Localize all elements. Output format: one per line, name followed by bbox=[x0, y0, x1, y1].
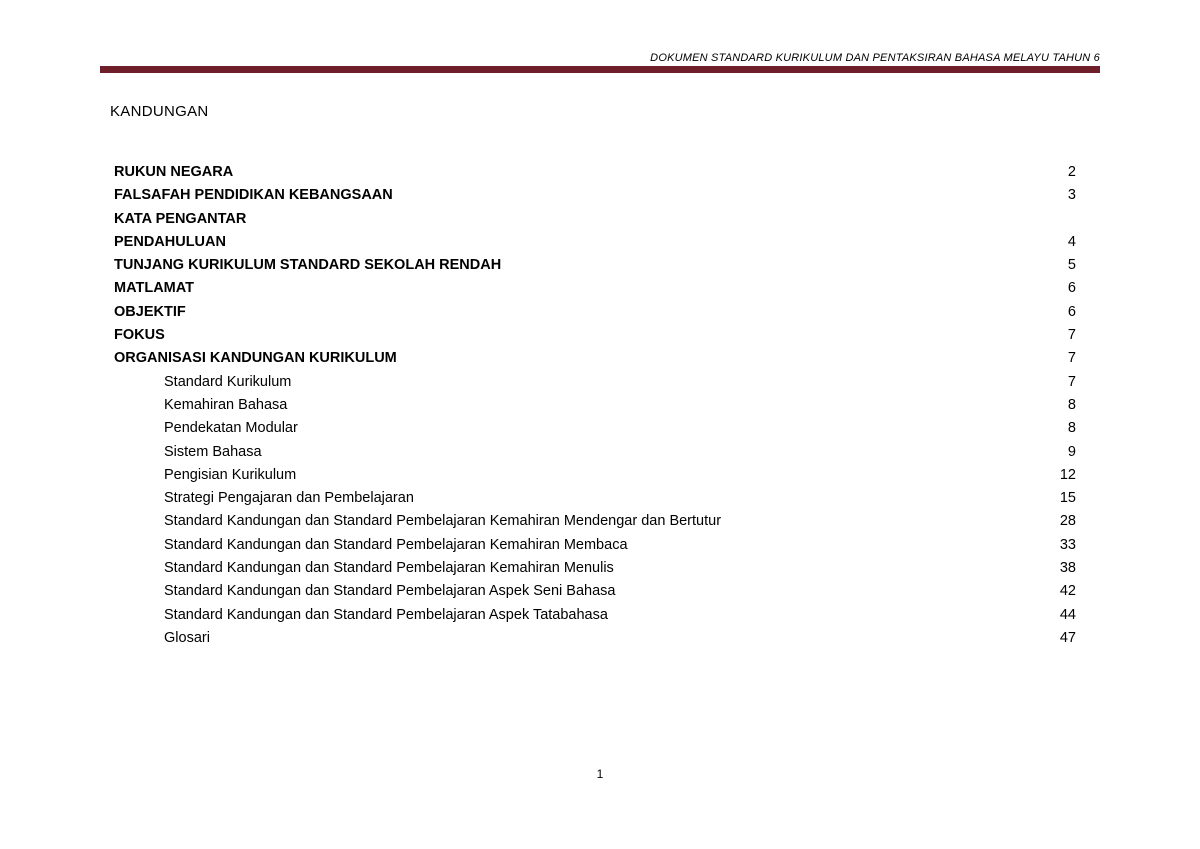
toc-entry-label: Standard Kandungan dan Standard Pembelajaran Aspek Tatabahasa bbox=[164, 606, 608, 623]
toc-entry-label: Kemahiran Bahasa bbox=[164, 396, 288, 413]
toc-entry-label: FOKUS bbox=[114, 327, 165, 344]
toc-entry bbox=[114, 580, 1076, 603]
toc-entry-page: 7 bbox=[1067, 350, 1076, 367]
toc-entry bbox=[114, 324, 1076, 347]
toc-entry bbox=[114, 394, 1076, 417]
toc-entry-page: 6 bbox=[1067, 303, 1076, 320]
toc-entry-page: 3 bbox=[1067, 187, 1076, 204]
toc-entry-label: Strategi Pengajaran dan Pembelajaran bbox=[164, 490, 414, 507]
toc-entry-page: 42 bbox=[1059, 583, 1076, 600]
header-rule bbox=[100, 66, 1100, 73]
toc-entry-label: FALSAFAH PENDIDIKAN KEBANGSAAN bbox=[114, 187, 393, 204]
toc-entry bbox=[114, 208, 1076, 231]
page-number: 1 bbox=[596, 767, 604, 781]
toc-entry-page: 8 bbox=[1067, 420, 1076, 437]
toc-entry-page: 6 bbox=[1067, 280, 1076, 297]
toc-entry-page: 28 bbox=[1059, 513, 1076, 530]
toc-entry bbox=[114, 464, 1076, 487]
toc-entry-label: PENDAHULUAN bbox=[114, 233, 226, 250]
toc-entry-page: 4 bbox=[1067, 233, 1076, 250]
toc-entry bbox=[114, 534, 1076, 557]
toc-entry-label: Standard Kandungan dan Standard Pembelajaran Kemahiran Mendengar dan Bertutur bbox=[164, 513, 722, 530]
toc-entry-page: 12 bbox=[1059, 466, 1076, 483]
toc-entry bbox=[114, 557, 1076, 580]
toc-entry-page: 15 bbox=[1059, 490, 1076, 507]
toc-entry-label: Standard Kandungan dan Standard Pembelajaran Kemahiran Menulis bbox=[164, 560, 614, 577]
toc-entry-label: Glosari bbox=[164, 629, 210, 646]
toc-entry bbox=[114, 277, 1076, 300]
toc-entry-page: 7 bbox=[1067, 327, 1076, 344]
document-header-title: DOKUMEN STANDARD KURIKULUM DAN PENTAKSIRAN BAHASA MELAYU TAHUN 6 bbox=[650, 52, 1100, 64]
toc-heading: KANDUNGAN bbox=[110, 103, 209, 120]
toc-entry bbox=[114, 254, 1076, 277]
toc-entry bbox=[114, 347, 1076, 370]
toc-entry-label: Standard Kandungan dan Standard Pembelajaran Kemahiran Membaca bbox=[164, 536, 628, 553]
toc-entry-label: ORGANISASI KANDUNGAN KURIKULUM bbox=[114, 350, 397, 367]
toc-entry bbox=[114, 627, 1076, 650]
toc-entry bbox=[114, 301, 1076, 324]
toc-entry bbox=[114, 417, 1076, 440]
toc-entry-label: RUKUN NEGARA bbox=[114, 164, 234, 180]
toc-entry-page: 5 bbox=[1067, 257, 1076, 274]
table-of-contents bbox=[114, 161, 1076, 650]
toc-entry bbox=[114, 604, 1076, 627]
toc-entry-label: Pendekatan Modular bbox=[164, 420, 298, 437]
toc-entry bbox=[114, 161, 1076, 184]
toc-entry-label: Pengisian Kurikulum bbox=[164, 466, 297, 483]
toc-entry-page: 47 bbox=[1059, 629, 1076, 646]
toc-entry-label: Standard Kandungan dan Standard Pembelajaran Aspek Seni Bahasa bbox=[164, 583, 616, 600]
toc-entry-page: 9 bbox=[1067, 443, 1076, 460]
toc-entry-label: Sistem Bahasa bbox=[164, 443, 262, 460]
toc-entry bbox=[114, 184, 1076, 207]
toc-entry bbox=[114, 487, 1076, 510]
toc-entry-label: TUNJANG KURIKULUM STANDARD SEKOLAH RENDAH bbox=[114, 257, 502, 274]
toc-entry-label: MATLAMAT bbox=[114, 280, 194, 297]
toc-entry bbox=[114, 441, 1076, 464]
toc-entry-label: KATA PENGANTAR bbox=[114, 210, 247, 227]
toc-entry-page: 44 bbox=[1059, 606, 1076, 623]
toc-entry-page: 38 bbox=[1059, 560, 1076, 577]
toc-entry-page: 33 bbox=[1059, 536, 1076, 553]
toc-entry-label: OBJEKTIF bbox=[114, 303, 186, 320]
toc-entry bbox=[114, 510, 1076, 533]
toc-entry bbox=[114, 231, 1076, 254]
toc-entry-page: 7 bbox=[1067, 373, 1076, 390]
toc-entry bbox=[114, 371, 1076, 394]
toc-entry-page: 8 bbox=[1067, 396, 1076, 413]
toc-entry-page: 2 bbox=[1067, 164, 1076, 180]
toc-entry-label: Standard Kurikulum bbox=[164, 373, 292, 390]
